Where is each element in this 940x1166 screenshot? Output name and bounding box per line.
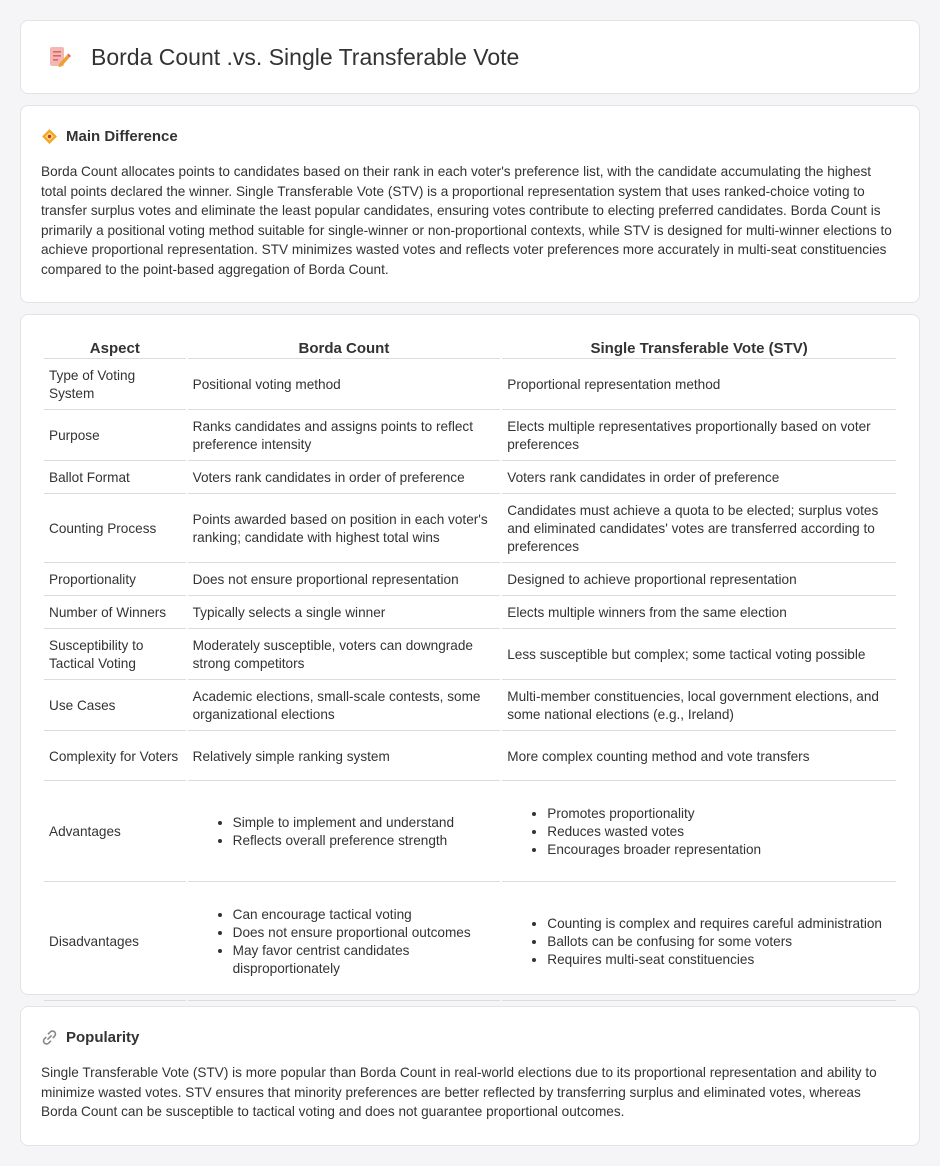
table-row [44, 682, 896, 731]
borda-disadvantages-list [193, 906, 496, 978]
stv-advantages-list [507, 805, 891, 859]
list-item: • Promotes proportionality [547, 805, 891, 823]
cell-stv-list [502, 884, 896, 1001]
cell-stv: Multi-member constituencies, local government elections, and some national elections (e.g., Ireland) [502, 682, 896, 731]
cell-borda: Voters rank candidates in order of preference [188, 463, 501, 494]
cell-borda-list [188, 884, 501, 1001]
link-icon [41, 1029, 58, 1046]
comparison-table [42, 335, 898, 1003]
table-row [44, 631, 896, 680]
list-item: • Requires multi-seat constituencies [547, 951, 891, 969]
list-item: • Simple to implement and understand [233, 814, 496, 832]
table-row [44, 463, 896, 494]
table-row-disadvantages [44, 884, 896, 1001]
title-card [20, 20, 920, 94]
cell-stv-list [502, 783, 896, 882]
cell-aspect: Type of Voting System [44, 361, 186, 410]
cell-aspect: Susceptibility to Tactical Voting [44, 631, 186, 680]
header-borda: Borda Count [188, 337, 501, 359]
cell-borda: Typically selects a single winner [188, 598, 501, 629]
cell-aspect: Purpose [44, 412, 186, 461]
table-row [44, 412, 896, 461]
popularity-card [20, 1006, 920, 1146]
list-item: • Does not ensure proportional outcomes [233, 924, 496, 942]
list-item: • Reduces wasted votes [547, 823, 891, 841]
main-difference-title: Main Difference [66, 128, 178, 145]
list-item: • May favor centrist candidates disproportionately [233, 942, 496, 978]
cell-stv: Proportional representation method [502, 361, 896, 410]
list-item: • Reflects overall preference strength [233, 832, 496, 850]
page-title: Borda Count .vs. Single Transferable Vote [91, 43, 520, 70]
main-difference-card [20, 105, 920, 303]
popularity-heading [41, 1029, 899, 1046]
borda-advantages-list [193, 814, 496, 850]
table-row [44, 361, 896, 410]
cell-stv: Candidates must achieve a quota to be elected; surplus votes and eliminated candidates' votes are transferred according to preferences [502, 496, 896, 563]
list-item: • Can encourage tactical voting [233, 906, 496, 924]
cell-borda-list [188, 783, 501, 882]
table-row [44, 598, 896, 629]
cell-borda: Relatively simple ranking system [188, 733, 501, 781]
table-row [44, 565, 896, 596]
cell-stv: Voters rank candidates in order of preference [502, 463, 896, 494]
main-difference-heading [41, 128, 899, 145]
list-item: • Encourages broader representation [547, 841, 891, 859]
header-stv: Single Transferable Vote (STV) [502, 337, 896, 359]
list-item: • Counting is complex and requires careful administration [547, 915, 891, 933]
popularity-title: Popularity [66, 1029, 140, 1046]
cell-stv: Designed to achieve proportional representation [502, 565, 896, 596]
cell-borda: Does not ensure proportional representation [188, 565, 501, 596]
cell-aspect: Ballot Format [44, 463, 186, 494]
comparison-card [20, 314, 920, 995]
cell-stv: Less susceptible but complex; some tactical voting possible [502, 631, 896, 680]
cell-aspect: Advantages [44, 783, 186, 882]
main-difference-text: Borda Count allocates points to candidates based on their rank in each voter's preference list, with the candidate accumulating the highest total points declared the winner. Single Transferable Vote (STV) is a proportional representation system that uses ranked-choice voting to transfer surplus votes and eliminate the least popular candidates, ensuring votes contribute to electing preferred candidates. Borda Count is primarily a positional voting method suitable for single-winner or non-proportional contexts, while STV is designed for multi-winner elections to achieve proportional representation. STV minimizes wasted votes and reflects voter preferences more accurately in multi-seat constituencies compared to the point-based aggregation of Borda Count. [41, 164, 892, 277]
cell-aspect: Complexity for Voters [44, 733, 186, 781]
table-header-row [44, 337, 896, 359]
cell-aspect: Use Cases [44, 682, 186, 731]
document-edit-icon [47, 45, 71, 69]
cell-borda: Points awarded based on position in each voter's ranking; candidate with highest total wins [188, 496, 501, 563]
cell-aspect: Proportionality [44, 565, 186, 596]
cell-stv: Elects multiple winners from the same election [502, 598, 896, 629]
cell-borda: Moderately susceptible, voters can downgrade strong competitors [188, 631, 501, 680]
cell-aspect: Counting Process [44, 496, 186, 563]
header-aspect: Aspect [44, 337, 186, 359]
stv-disadvantages-list [507, 915, 891, 969]
popularity-text: Single Transferable Vote (STV) is more popular than Borda Count in real-world elections due to its proportional representation and ability to minimize wasted votes. STV ensures that minority preferences are better reflected by transferring surplus and eliminated votes, whereas Borda Count can be susceptible to tactical voting and does not guarantee proportional outcomes. [41, 1065, 877, 1119]
table-row [44, 496, 896, 563]
cell-stv: Elects multiple representatives proportionally based on voter preferences [502, 412, 896, 461]
table-row-advantages [44, 783, 896, 882]
cell-borda: Positional voting method [188, 361, 501, 410]
cell-borda: Academic elections, small-scale contests, some organizational elections [188, 682, 501, 731]
table-row [44, 733, 896, 781]
diamond-icon [41, 128, 58, 145]
cell-stv: More complex counting method and vote transfers [502, 733, 896, 781]
cell-aspect: Disadvantages [44, 884, 186, 1001]
cell-borda: Ranks candidates and assigns points to reflect preference intensity [188, 412, 501, 461]
cell-aspect: Number of Winners [44, 598, 186, 629]
list-item: • Ballots can be confusing for some voters [547, 933, 891, 951]
